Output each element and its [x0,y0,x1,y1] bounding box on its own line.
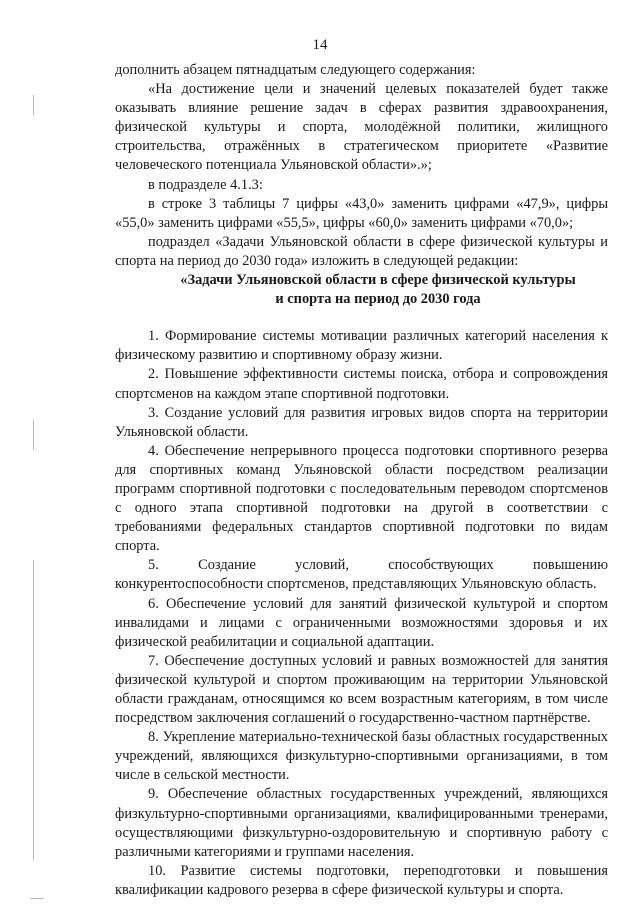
task-item: 6. Обеспечение условий для занятий физической культурой и спортом инвалидами и лицами с ограниченными возможностями здоровья и их физической реабилитации и социальной адаптации. [115,595,608,650]
task-item: 3. Создание условий для развития игровых видов спорта на территории Ульяновской области. [115,404,608,440]
intro-paragraph: дополнить абзацем пятнадцатым следующего содержания: [115,62,476,78]
task-item: 9. Обеспечение областных государственных учреждений, являющихся физкультурно-спортивными организациями, квалифицированными тренерами, осуществляющими физкультурно-оздоровительную и спортивную работу с различными категориями и группами населения. [115,786,608,860]
scan-margin-line [33,560,34,860]
intro-paragraph: «На достижение цели и значений целевых показателей будет также оказывать влияние решение задач в сферах развития здравоохранения, физической культуры и спорта, молодёжной политики, жилищного строительства, отражённых в стратегическом приоритете «Развитие человеческого потенциала Ульяновской области».»; [115,81,608,174]
section-heading-line: «Задачи Ульяновской области в сфере физической культуры [180,272,576,289]
section-heading-line: и спорта на период до 2030 года [275,291,481,308]
intro-paragraph: подраздел «Задачи Ульяновской области в сфере физической культуры и спорта на период до 2030 года» изложить в следующей редакции: [115,233,608,269]
task-item: 4. Обеспечение непрерывного процесса подготовки спортивного резерва для спортивных команд Ульяновской области посредством реализации программ спортивной подготовки с последовательным переводом спортсменов с одного этапа спортивной подготовки на другой в соответствии с требованиями федеральных стандартов спортивной подготовки по видам спорта. [115,442,608,555]
document-body [115,61,608,900]
scan-corner-mark [30,898,44,899]
intro-paragraph: в подразделе 4.1.3: [148,176,263,193]
task-item: 7. Обеспечение доступных условий и равных возможностей для занятия физической культурой и спортом проживающим на территории Ульяновской области гражданам, относящимся ко всем возрастным категориям, в том числе посредством заключения соглашений о государственно-частном партнёрстве. [115,652,608,727]
task-item: 2. Повышение эффективности системы поиска, отбора и сопровождения спортсменов на каждом этапе спортивной подготовки. [115,366,608,402]
page-number: 14 [312,37,328,53]
task-item: 1. Формирование системы мотивации различных категорий населения к физическому развитию и спортивному образу жизни. [115,328,608,364]
intro-paragraph: в строке 3 таблицы 7 цифры «43,0» заменить цифрами «47,9», цифры «55,0» заменить цифрами «55,5», цифры «60,0» заменить цифрами «70,0»; [115,195,608,231]
scan-margin-mark [33,95,34,115]
task-item: 10. Развитие системы подготовки, переподготовки и повышения квалификации кадрового резерва в сфере физической культуры и спорта. [115,862,608,898]
scan-margin-mark [33,420,34,450]
section-heading [115,271,608,309]
task-item: 5. Создание условий, способствующих повышению конкурентоспособности спортсменов, представляющих Ульяновскую область. [115,557,608,593]
task-item: 8. Укрепление материально-технической базы областных государственных учреждений, являющихся физкультурно-спортивными организациями, в том числе в сельской местности. [115,729,608,784]
